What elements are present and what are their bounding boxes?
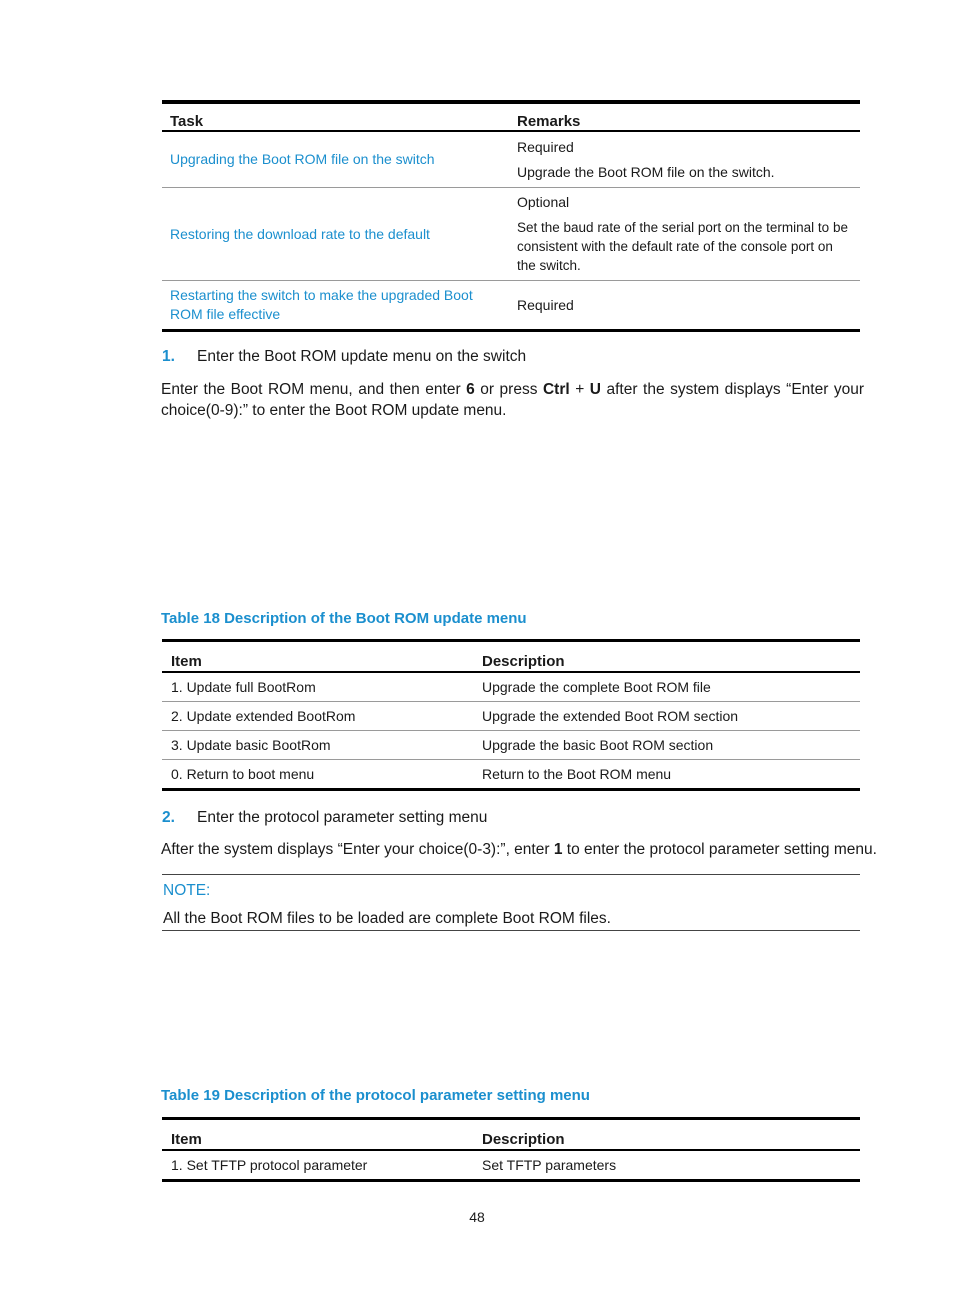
key-1: 1 — [553, 841, 563, 858]
table-header-row — [162, 1119, 860, 1151]
table-row — [162, 702, 860, 731]
protocol-parameter-menu-table — [162, 1117, 860, 1182]
item-cell: 0. Return to boot menu — [171, 766, 315, 782]
step-2-heading — [162, 809, 487, 827]
remark-status: Required — [517, 296, 574, 313]
table-header-row — [162, 641, 860, 673]
item-cell: 3. Update basic BootRom — [162, 731, 473, 760]
table-header-row — [162, 102, 860, 131]
task-link-restore-rate[interactable]: Restoring the download rate to the default — [170, 225, 430, 242]
boot-rom-update-menu-table — [162, 639, 860, 791]
description-cell: Set TFTP parameters — [482, 1157, 617, 1173]
remark-status: Optional — [517, 194, 570, 210]
task-table — [162, 100, 860, 332]
remark-detail: Upgrade the Boot ROM file on the switch. — [517, 163, 775, 180]
column-header-description: Description — [473, 1119, 860, 1151]
description-cell: Upgrade the basic Boot ROM section — [473, 731, 860, 760]
step-1-heading — [162, 348, 526, 366]
table-row — [162, 760, 860, 790]
table-row — [162, 188, 860, 281]
step-number: 2. — [162, 809, 175, 826]
step-1-paragraph-line-1: Enter the Boot ROM menu, and then enter 6 or press Ctrl + U after the system displays “Enter your — [161, 381, 865, 398]
key-u: U — [589, 381, 601, 398]
column-header-item: Item — [162, 1119, 473, 1151]
item-cell: 2. Update extended BootRom — [162, 702, 473, 731]
step-1-paragraph-line-2: choice(0-9):” to enter the Boot ROM update menu. — [161, 402, 507, 419]
key-ctrl: Ctrl — [542, 381, 570, 398]
description-cell: Upgrade the complete Boot ROM file — [473, 672, 860, 702]
key-6: 6 — [466, 381, 475, 398]
column-header-remarks: Remarks — [509, 102, 860, 131]
remark-status: Required — [517, 138, 574, 155]
column-header-item: Item — [162, 641, 473, 673]
remark-detail: Set the baud rate of the serial port on the terminal to be consistent with the default rate of the console port on the switch. — [517, 220, 848, 273]
item-cell: 1. Update full BootRom — [162, 672, 473, 702]
column-header-description: Description — [473, 641, 860, 673]
note-box — [162, 874, 860, 931]
description-cell: Return to the Boot ROM menu — [482, 766, 672, 782]
column-header-task: Task — [162, 102, 509, 131]
step-title: Enter the Boot ROM update menu on the switch — [197, 348, 527, 365]
table-row — [162, 281, 860, 331]
page-number: 48 — [469, 1209, 485, 1225]
table-row — [162, 672, 860, 702]
note-text: All the Boot ROM files to be loaded are complete Boot ROM files. — [163, 910, 611, 927]
task-link-restart-switch[interactable]: Restarting the switch to make the upgraded Boot ROM file effective — [170, 287, 473, 322]
table-row — [162, 1150, 860, 1181]
task-link-upgrade-bootrom[interactable]: Upgrading the Boot ROM file on the switch — [170, 151, 435, 167]
table-18-caption: Table 18 Description of the Boot ROM update menu — [161, 610, 527, 627]
step-2-paragraph: After the system displays “Enter your choice(0-3):”, enter 1 to enter the protocol parameter setting menu. — [161, 841, 877, 858]
table-19-caption: Table 19 Description of the protocol parameter setting menu — [161, 1087, 590, 1104]
description-cell: Upgrade the extended Boot ROM section — [473, 702, 860, 731]
note-label: NOTE: — [163, 882, 211, 899]
step-title: Enter the protocol parameter setting menu — [197, 809, 488, 826]
table-row — [162, 131, 860, 188]
table-row — [162, 731, 860, 760]
step-number: 1. — [162, 348, 175, 365]
item-cell: 1. Set TFTP protocol parameter — [171, 1157, 368, 1173]
